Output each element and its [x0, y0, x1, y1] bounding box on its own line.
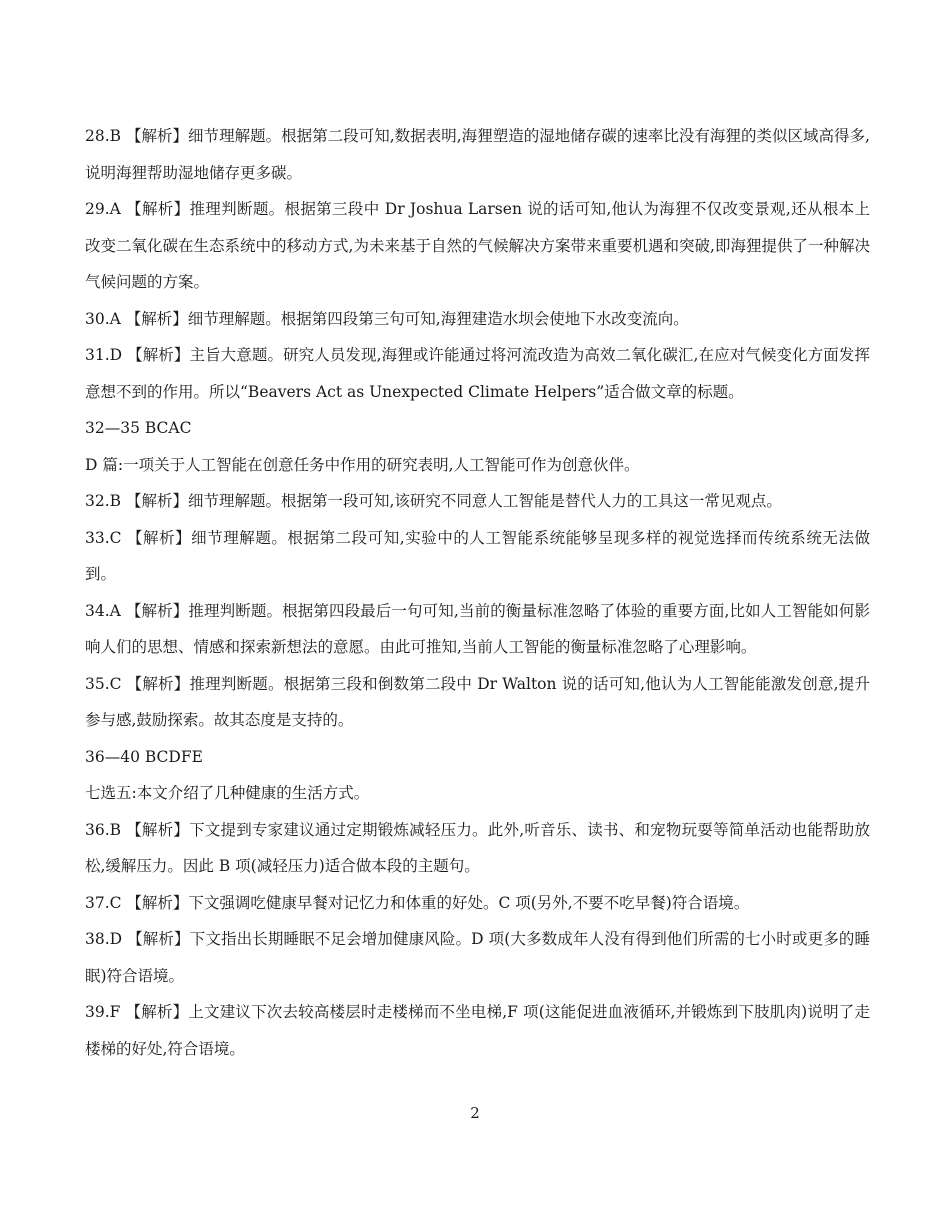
paragraph-32: 32.B 【解析】细节理解题。根据第一段可知,该研究不同意人工智能是替代人力的工具这一常见观点。	[85, 492, 782, 510]
paragraph-29: 29.A 【解析】推理判断题。根据第三段中 Dr Joshua Larsen 说的话可知,他认为海狸不仅改变景观,还从根本上改变二氧化碳在生态系统中的移动方式,为未来基于自然的气候解决方案带来重要机遇和突破,即海狸提供了一种解决气候问题的方案。	[85, 200, 870, 291]
page-number: 2	[470, 1104, 480, 1122]
seven-choose-five-summary: 七选五:本文介绍了几种健康的生活方式。	[85, 784, 370, 802]
paragraph-37: 37.C 【解析】下文强调吃健康早餐对记忆力和体重的好处。C 项(另外,不要不吃早餐)符合语境。	[85, 893, 750, 912]
paragraph-35: 35.C 【解析】推理判断题。根据第三段和倒数第二段中 Dr Walton 说的话可知,他认为人工智能能激发创意,提升参与感,鼓励探索。故其态度是支持的。	[85, 674, 870, 729]
answer-key-36-40: 36—40 BCDFE	[85, 747, 203, 766]
paragraph-34: 34.A 【解析】推理判断题。根据第四段最后一句可知,当前的衡量标准忽略了体验的重要方面,比如人工智能如何影响人们的思想、情感和探索新想法的意愿。由此可推知,当前人工智能的衡量标准忽略了心理影响。	[85, 601, 870, 656]
paragraph-36: 36.B 【解析】下文提到专家建议通过定期锻炼减轻压力。此外,听音乐、读书、和宠物玩耍等简单活动也能帮助放松,缓解压力。因此 B 项(减轻压力)适合做本段的主题句。	[85, 820, 870, 875]
paragraph-31: 31.D 【解析】主旨大意题。研究人员发现,海狸或许能通过将河流改造为高效二氧化碳汇,在应对气候变化方面发挥意想不到的作用。所以“Beavers Act as Unexpected Climate Helpers”适合做文章的标题。	[85, 346, 870, 401]
answer-explanations	[85, 118, 870, 1067]
passage-d-summary: D 篇:一项关于人工智能在创意任务中作用的研究表明,人工智能可作为创意伙伴。	[85, 455, 640, 474]
paragraph-39: 39.F 【解析】上文建议下次去较高楼层时走楼梯而不坐电梯,F 项(这能促进血液循环,并锻炼到下肢肌肉)说明了走楼梯的好处,符合语境。	[85, 1003, 870, 1058]
paragraph-28: 28.B 【解析】细节理解题。根据第二段可知,数据表明,海狸塑造的湿地储存碳的速率比没有海狸的类似区域高得多,说明海狸帮助湿地储存更多碳。	[85, 127, 870, 182]
paragraph-33: 33.C 【解析】细节理解题。根据第二段可知,实验中的人工智能系统能够呈现多样的视觉选择而传统系统无法做到。	[85, 528, 870, 583]
paragraph-30: 30.A 【解析】细节理解题。根据第四段第三句可知,海狸建造水坝会使地下水改变流向。	[85, 309, 689, 328]
answer-key-32-35: 32—35 BCAC	[85, 419, 192, 437]
paragraph-38: 38.D 【解析】下文指出长期睡眠不足会增加健康风险。D 项(大多数成年人没有得到他们所需的七小时或更多的睡眠)符合语境。	[85, 930, 870, 985]
